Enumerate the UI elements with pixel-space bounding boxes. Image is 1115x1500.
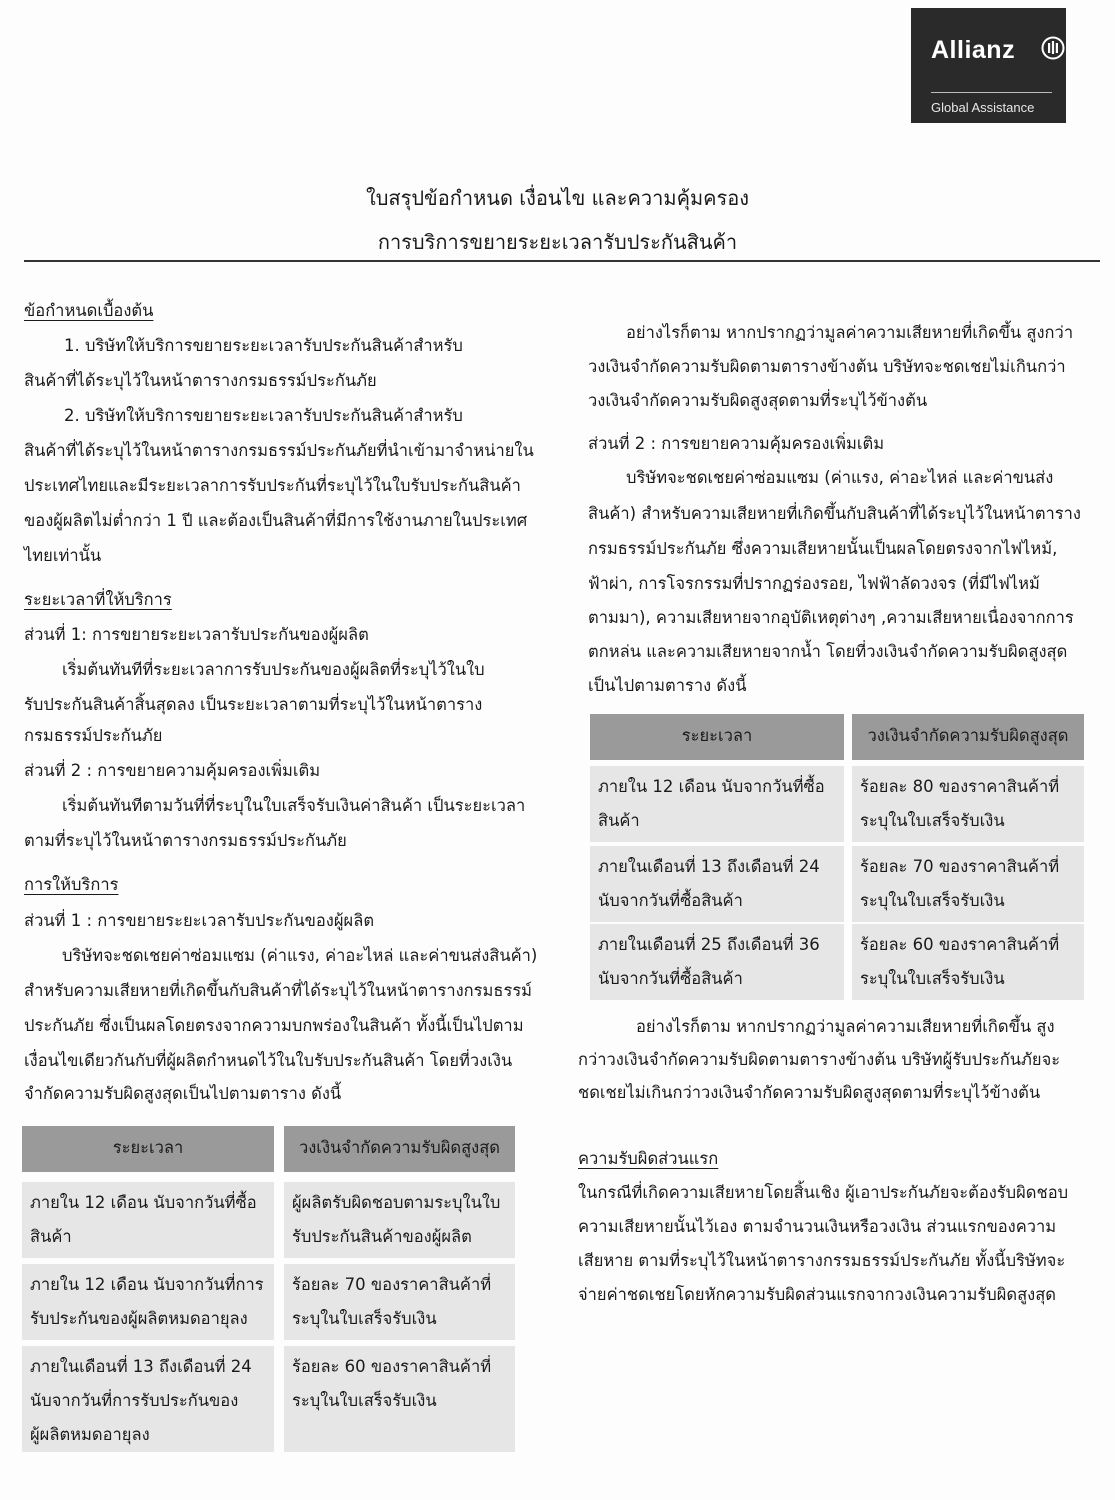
text-line: ไทยเท่านั้น (24, 546, 102, 565)
text-line: อย่างไรก็ตาม หากปรากฏว่ามูลค่าความเสียหายที่เกิดขึ้น สูง (636, 1017, 1055, 1036)
text-line: ความเสียหายนั้นไว้เอง ตามจำนวนเงินหรือวงเงิน ส่วนแรกของความ (578, 1217, 1057, 1236)
subsection-heading: ส่วนที่ 1: การขยายระยะเวลารับประกันของผู้ผลิต (24, 625, 369, 644)
allianz-eagle-icon (1041, 36, 1065, 60)
section-heading-deductible: ความรับผิดส่วนแรก (578, 1149, 719, 1168)
subsection-heading: ส่วนที่ 1 : การขยายระยะเวลารับประกันของผู้ผลิต (24, 911, 375, 930)
table-cell-limit: ร้อยละ 70 ของราคาสินค้าที่ ระบุในใบเสร็จรับเงิน (284, 1264, 515, 1340)
logo-divider (931, 92, 1052, 93)
table-cell-period: ภายในเดือนที่ 13 ถึงเดือนที่ 24 นับจากวันที่ซื้อสินค้า (590, 846, 844, 922)
text-line: กรมธรรม์ประกันภัย (24, 726, 163, 745)
text-line: ฟ้าผ่า, การโจรกรรมที่ปรากฏร่องรอย, ไฟฟ้าลัดวงจร (ที่มีไฟไหม้ (588, 574, 1040, 593)
text-line: กว่าวงเงินจำกัดความรับผิดตามตารางข้างต้น บริษัทผู้รับประกันภัยจะ (578, 1050, 1061, 1069)
text-line: จำกัดความรับผิดสูงสุดเป็นไปตามตาราง ดังนี้ (24, 1084, 342, 1103)
subsection-heading: ส่วนที่ 2 : การขยายความคุ้มครองเพิ่มเติม (588, 434, 885, 453)
text-line: ประเทศไทยและมีระยะเวลาการรับประกันที่ระบุไว้ในใบรับประกันสินค้า (24, 476, 521, 495)
section-heading-basic-terms: ข้อกำหนดเบื้องต้น (24, 301, 154, 320)
text-line: กรมธรรม์ประกันภัย ซึ่งความเสียหายนั้นเป็นผลโดยตรงจากไฟไหม้, (588, 539, 1058, 558)
logo-brand: Allianz (931, 36, 1016, 64)
table-header-limit: วงเงินจำกัดความรับผิดสูงสุด (284, 1126, 515, 1172)
text-line: ในกรณีที่เกิดความเสียหายโดยสิ้นเชิง ผู้เอาประกันภัยจะต้องรับผิดชอบ (578, 1183, 1069, 1202)
text-line: ตกหล่น และความเสียหายจากน้ำ โดยที่วงเงินจำกัดความรับผิดสูงสุด (588, 642, 1068, 661)
document-title-line2: การบริการขยายระยะเวลารับประกันสินค้า (377, 230, 738, 254)
text-line: ตามที่ระบุไว้ในหน้าตารางกรมธรรม์ประกันภัย (24, 831, 347, 850)
logo-subtitle: Global Assistance (931, 100, 1035, 115)
text-line: เงื่อนไขเดียวกันกับที่ผู้ผลิตกำหนดไว้ในใบรับประกันสินค้า โดยที่วงเงิน (24, 1051, 513, 1070)
text-line: สินค้า) สำหรับความเสียหายที่เกิดขึ้นกับสินค้าที่ได้ระบุไว้ในหน้าตาราง (588, 504, 1081, 523)
text-line: เริ่มต้นทันทีตามวันที่ที่ระบุในใบเสร็จรับเงินค่าสินค้า เป็นระยะเวลา (62, 796, 526, 815)
text-line: ประกันภัย ซึ่งเป็นผลโดยตรงจากความบกพร่องในสินค้า ทั้งนี้เป็นไปตาม (24, 1016, 524, 1035)
table-cell-period: ภายใน 12 เดือน นับจากวันที่การ รับประกันของผู้ผลิตหมดอายุลง (22, 1264, 274, 1340)
table-cell-period: ภายใน 12 เดือน นับจากวันที่ซื้อ สินค้า (22, 1182, 274, 1258)
table-cell-period: ภายในเดือนที่ 25 ถึงเดือนที่ 36 นับจากวันที่ซื้อสินค้า (590, 924, 844, 1000)
text-line: 1. บริษัทให้บริการขยายระยะเวลารับประกันสินค้าสำหรับ (64, 336, 463, 355)
document-title-line1: ใบสรุปข้อกำหนด เงื่อนไข และความคุ้มครอง (365, 186, 750, 210)
text-line: จ่ายค่าชดเชยโดยหักความรับผิดส่วนแรกจากวงเงินความรับผิดสูงสุด (578, 1285, 1057, 1304)
section-heading-services: การให้บริการ (24, 875, 119, 894)
table-cell-limit: ร้อยละ 80 ของราคาสินค้าที่ ระบุในใบเสร็จรับเงิน (852, 766, 1084, 842)
text-line: วงเงินจำกัดความรับผิดสูงสุดตามที่ระบุไว้ข้างต้น (588, 391, 928, 410)
text-line: 2. บริษัทให้บริการขยายระยะเวลารับประกันสินค้าสำหรับ (64, 406, 463, 425)
title-divider (24, 260, 1100, 262)
table-cell-period: ภายใน 12 เดือน นับจากวันที่ซื้อ สินค้า (590, 766, 844, 842)
table-cell-period: ภายในเดือนที่ 13 ถึงเดือนที่ 24 นับจากวันที่การรับประกันของ ผู้ผลิตหมดอายุลง (22, 1346, 274, 1452)
text-line: วงเงินจำกัดความรับผิดตามตารางข้างต้น บริษัทจะชดเชยไม่เกินกว่า (588, 357, 1066, 376)
table-header-period: ระยะเวลา (590, 714, 844, 760)
text-line: บริษัทจะชดเชยค่าซ่อมแซม (ค่าแรง, ค่าอะไหล่ และค่าขนส่งสินค้า) (62, 946, 538, 965)
allianz-logo (911, 8, 1066, 123)
table-cell-limit: ร้อยละ 60 ของราคาสินค้าที่ ระบุในใบเสร็จรับเงิน (852, 924, 1084, 1000)
text-line: ชดเชยไม่เกินกว่าวงเงินจำกัดความรับผิดสูงสุดตามที่ระบุไว้ข้างต้น (578, 1083, 1041, 1102)
text-line: เริ่มต้นทันทีที่ระยะเวลาการรับประกันของผู้ผลิตที่ระบุไว้ในใบ (62, 660, 485, 679)
text-line: เสียหาย ตามที่ระบุไว้ในหน้าตารางกรรมธรรม์ประกันภัย ทั้งนี้บริษัทจะ (578, 1251, 1066, 1270)
table-header-limit: วงเงินจำกัดความรับผิดสูงสุด (852, 714, 1084, 760)
text-line: สำหรับความเสียหายที่เกิดขึ้นกับสินค้าที่ได้ระบุไว้ในหน้าตารางกรมธรรม์ (24, 981, 533, 1000)
text-line: รับประกันสินค้าสิ้นสุดลง เป็นระยะเวลาตามที่ระบุไว้ในหน้าตาราง (24, 695, 483, 714)
table-cell-limit: ร้อยละ 70 ของราคาสินค้าที่ ระบุในใบเสร็จรับเงิน (852, 846, 1084, 922)
table-cell-limit: ผู้ผลิตรับผิดชอบตามระบุในใบ รับประกันสินค้าของผู้ผลิต (284, 1182, 515, 1258)
table-header-period: ระยะเวลา (22, 1126, 274, 1172)
table-cell-limit: ร้อยละ 60 ของราคาสินค้าที่ ระบุในใบเสร็จรับเงิน (284, 1346, 515, 1452)
text-line: ตามมา), ความเสียหายจากอุบัติเหตุต่างๆ ,ความเสียหายเนื่องจากการ (588, 608, 1074, 627)
subsection-heading: ส่วนที่ 2 : การขยายความคุ้มครองเพิ่มเติม (24, 761, 321, 780)
text-line: สินค้าที่ได้ระบุไว้ในหน้าตารางกรมธรรม์ประกันภัยที่นำเข้ามาจำหน่ายใน (24, 441, 534, 460)
text-line: ของผู้ผลิตไม่ต่ำกว่า 1 ปี และต้องเป็นสินค้าที่มีการใช้งานภายในประเทศ (24, 511, 528, 530)
text-line: เป็นไปตามตาราง ดังนี้ (588, 676, 747, 695)
text-line: สินค้าที่ได้ระบุไว้ในหน้าตารางกรมธรรม์ประกันภัย (24, 371, 377, 390)
text-line: อย่างไรก็ตาม หากปรากฏว่ามูลค่าความเสียหายที่เกิดขึ้น สูงกว่า (626, 323, 1074, 342)
text-line: บริษัทจะชดเชยค่าซ่อมแซม (ค่าแรง, ค่าอะไหล่ และค่าขนส่ง (626, 468, 1054, 487)
section-heading-service-period: ระยะเวลาที่ให้บริการ (24, 590, 172, 609)
